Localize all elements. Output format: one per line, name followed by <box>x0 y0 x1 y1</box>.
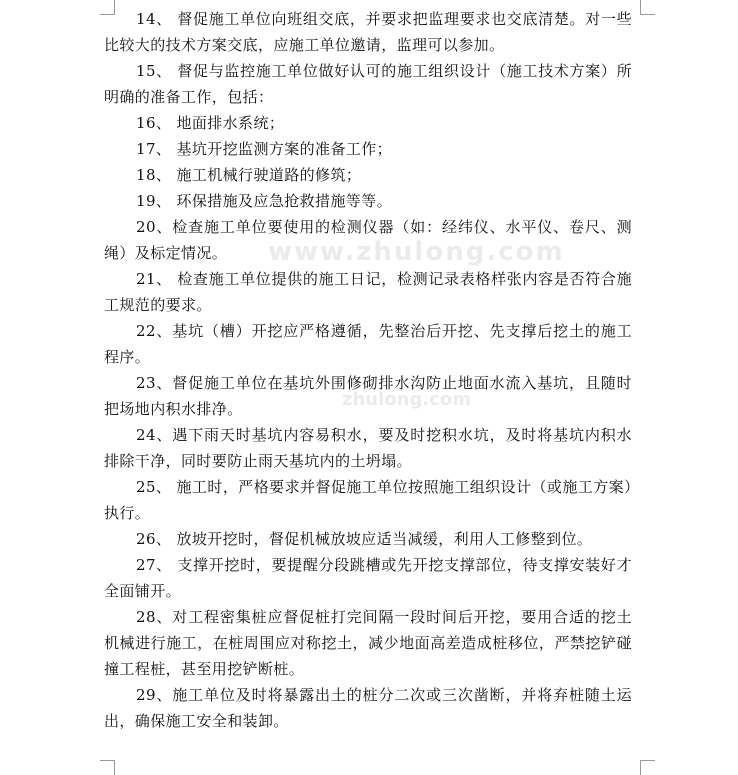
paragraph-22: 22、基坑（槽）开挖应严格遵循，先整治后开挖、先支撑后挖土的施工程序。 <box>104 322 632 366</box>
paragraph-21: 21、 检查施工单位提供的施工日记，检测记录表格样张内容是否符合施工规范的要求。 <box>104 270 632 314</box>
paragraph-23: 23、督促施工单位在基坑外围修砌排水沟防止地面水流入基坑，且随时把场地内积水排净。 <box>104 374 632 418</box>
watermark-logo-small: zhulong.com <box>342 389 471 410</box>
paragraph-28: 28、对工程密集桩应督促桩打完间隔一段时间后开挖，要用合适的挖土机械进行施工，在桩周围应对称挖土，减少地面高差造成桩移位，严禁挖铲碰撞工程桩，甚至用挖铲断桩。 <box>104 608 632 678</box>
paragraph-14: 14、 督促施工单位向班组交底，并要求把监理要求也交底清楚。对一些比较大的技术方案交底，应施工单位邀请，监理可以参加。 <box>104 10 632 54</box>
paragraph-25: 25、 施工时，严格要求并督促施工单位按照施工组织设计（或施工方案）执行。 <box>104 478 632 522</box>
margin-corner-bottom-left <box>100 760 115 775</box>
margin-corner-top-right <box>640 0 655 15</box>
paragraph-17: 17、 基坑开挖监测方案的准备工作； <box>136 140 393 158</box>
paragraph-24: 24、遇下雨天时基坑内容易积水，要及时挖积水坑，及时将基坑内积水排除干净，同时要防止雨天基坑内的土坍塌。 <box>104 426 632 470</box>
paragraph-20: 20、检查施工单位要使用的检测仪器（如：经纬仪、水平仪、卷尺、测绳）及标定情况。 <box>104 218 632 262</box>
margin-corner-bottom-right <box>640 760 655 775</box>
paragraph-27: 27、 支撑开挖时，要提醒分段跳槽或先开挖支撑部位，待支撑安装好才全面铺开。 <box>104 556 632 600</box>
paragraph-29: 29、施工单位及时将暴露出土的桩分二次或三次凿断，并将弃桩随土运出，确保施工安全和装卸。 <box>104 686 632 730</box>
paragraph-18: 18、 施工机械行驶道路的修筑； <box>136 166 362 184</box>
paragraph-19: 19、 环保措施及应急抢救措施等等。 <box>136 192 393 210</box>
paragraph-15: 15、 督促与监控施工单位做好认可的施工组织设计（施工技术方案）所明确的准备工作，包括： <box>104 62 632 106</box>
paragraph-26: 26、 放坡开挖时，督促机械放坡应适当减缓，利用人工修整到位。 <box>136 530 593 548</box>
paragraph-16: 16、 地面排水系统； <box>136 114 285 132</box>
watermark-logo: www.zhulong.com <box>268 237 565 267</box>
document-body[interactable] <box>104 6 632 734</box>
